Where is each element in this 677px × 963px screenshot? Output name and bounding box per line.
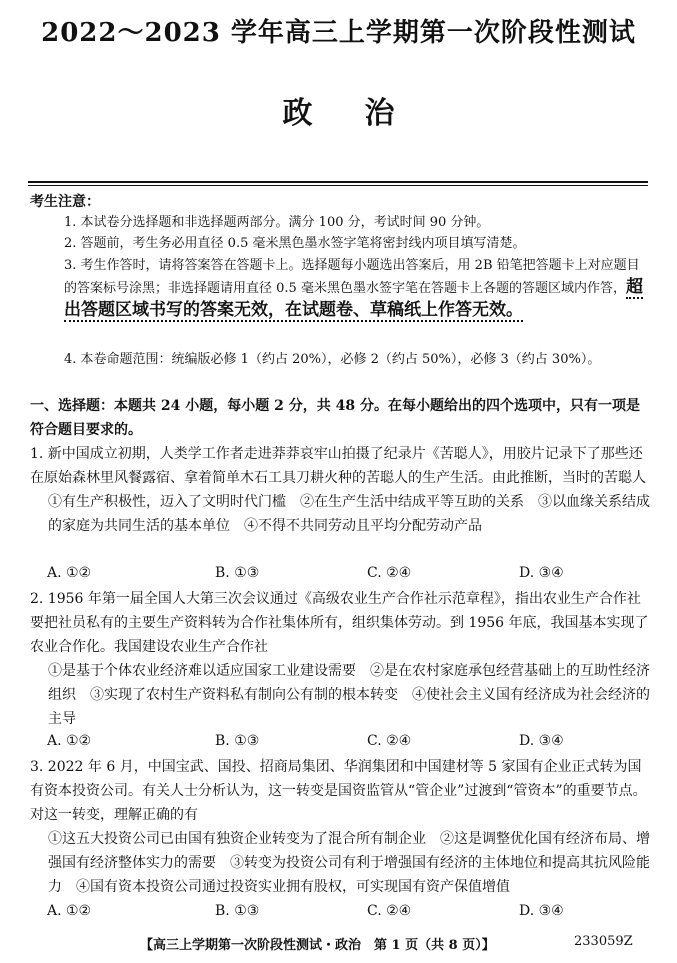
option-a[interactable]: A. ①② — [47, 565, 92, 581]
notice-item: 1. 本试卷分选择题和非选择题两部分。满分 100 分，考试时间 90 分钟。 — [64, 215, 490, 230]
divider-thick — [28, 181, 648, 183]
answer-options — [47, 903, 647, 925]
option-b[interactable]: B. ①③ — [215, 733, 260, 749]
option-c[interactable]: C. ②④ — [367, 565, 412, 581]
option-b[interactable]: B. ①③ — [215, 565, 260, 581]
question-2 — [30, 587, 650, 731]
answer-options — [47, 565, 647, 587]
question-stem: 2. 1956 年第一届全国人大第三次会议通过《高级农业生产合作社示范章程》，指出农业生产合作社要把社员私有的主要生产资料转为合作社集体所有，组织集体劳动。到 1956 年底，我国基本实现了农业合作化。我国建设农业生产合作社 — [30, 591, 649, 655]
notice-heading: 考生注意： — [30, 194, 100, 210]
option-a[interactable]: A. ①② — [47, 903, 92, 919]
question-1 — [30, 442, 650, 538]
option-c[interactable]: C. ②④ — [367, 733, 412, 749]
exam-title: 2022～2023 学年高三上学期第一次阶段性测试 — [41, 18, 636, 48]
notice-item: 2. 答题前，考生务必用直径 0.5 毫米黑色墨水签字笔将密封线内项目填写清楚。 — [64, 236, 526, 251]
option-d[interactable]: D. ③④ — [519, 565, 564, 581]
option-d[interactable]: D. ③④ — [519, 903, 564, 919]
subject-title: 政治 — [282, 96, 447, 131]
notice-item: 4. 本卷命题范围：统编版必修 1（约占 20%），必修 2（约占 50%），必修 3（约占 30%）。 — [64, 352, 601, 367]
question-statements: ①这五大投资公司已由国有独资企业转变为了混合所有制企业 ②这是调整优化国有经济布局、增强国有经济整体实力的需要 ③转变为投资公司有利于增强国有经济的主体地位和提高其抗风险能力 ④国有资本投资公司通过投资实业拥有股权，可实现国有资产保值增值 — [48, 831, 650, 895]
option-b[interactable]: B. ①③ — [215, 903, 260, 919]
option-d[interactable]: D. ③④ — [519, 733, 564, 749]
notice-item-emphasis: 超出答题区域书写的答案无效，在试题卷、草稿纸上作答无效。 — [64, 277, 643, 320]
question-3 — [30, 755, 650, 899]
question-stem: 1. 新中国成立初期，人类学工作者走进莽莽哀牢山拍摄了纪录片《苦聪人》，用胶片记录下了那些还在原始森林里风餐露宿、拿着简单木石工具刀耕火种的苦聪人的生产生活。由此推断，当时的苦聪人 — [30, 446, 646, 486]
footer-page-label: 【高三上学期第一次阶段性测试・政治 第 1 页（共 8 页）】 — [140, 938, 495, 953]
footer-code: 233059Z — [574, 934, 633, 949]
divider-thin — [28, 185, 648, 186]
option-c[interactable]: C. ②④ — [367, 903, 412, 919]
notice-item-text: 3. 考生作答时，请将答案答在答题卡上。选择题每小题选出答案后，用 2B 铅笔把答题卡上对应题目的答案标号涂黑；非选择题请用直径 0.5 毫米黑色墨水签字笔在答题卡上各题的答题区域内作答， — [64, 258, 640, 296]
answer-options — [47, 733, 647, 755]
question-stem: 3. 2022 年 6 月，中国宝武、国投、招商局集团、华润集团和中国建材等 5 家国有企业正式转为国有资本投资公司。有关人士分析认为，这一转变是国资监管从“管企业”过渡到“管资本”的重要节点。对这一转变，理解正确的有 — [30, 759, 647, 823]
option-a[interactable]: A. ①② — [47, 733, 92, 749]
section-heading: 一、选择题：本题共 24 小题，每小题 2 分，共 48 分。在每小题给出的四个选项中，只有一项是符合题目要求的。 — [30, 398, 640, 438]
notice-item-3 — [64, 256, 650, 322]
question-statements: ①有生产积极性，迈入了文明时代门槛 ②在生产生活中结成平等互助的关系 ③以血缘关系结成的家庭为共同生活的基本单位 ④不得不共同劳动且平均分配劳动产品 — [48, 494, 650, 534]
question-statements: ①是基于个体农业经济难以适应国家工业建设需要 ②是在农村家庭承包经营基础上的互助性经济组织 ③实现了农村生产资料私有制向公有制的根本转变 ④使社会主义国有经济成为社会经济的主导 — [48, 663, 650, 727]
